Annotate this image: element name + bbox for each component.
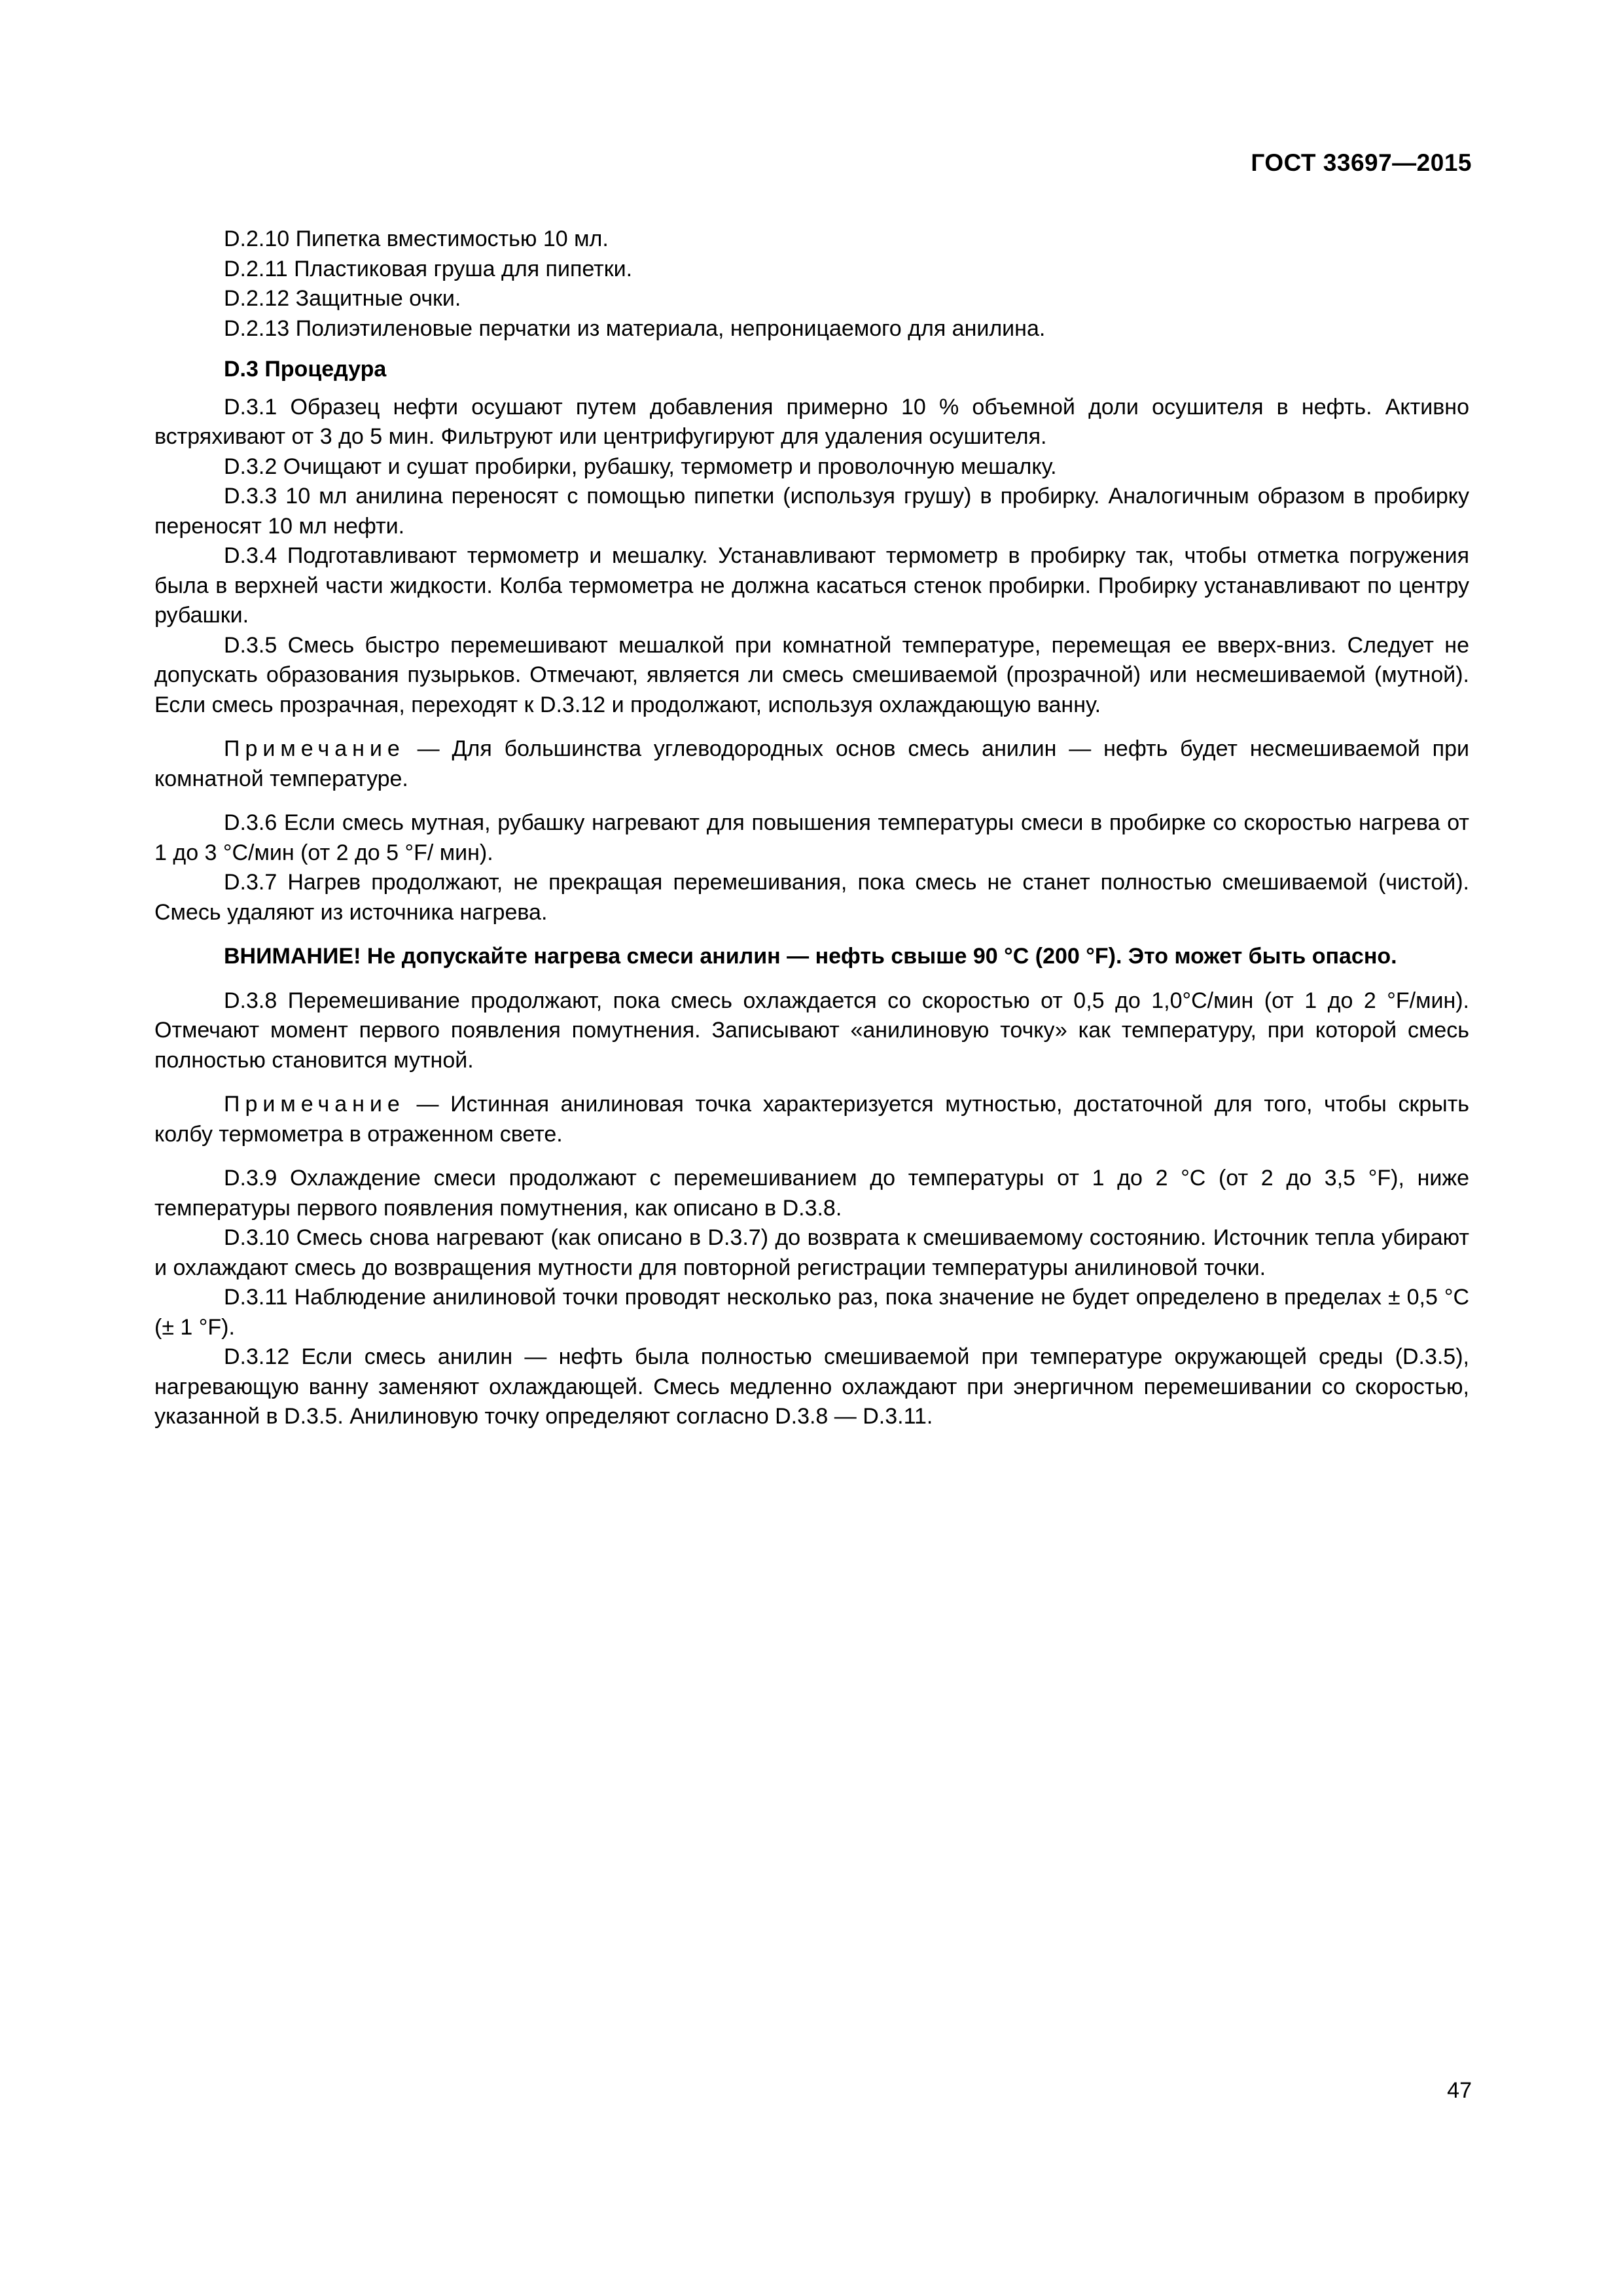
note-1	[154, 734, 1469, 794]
paragraph-d3-11: D.3.11 Наблюдение анилиновой точки проводят несколько раз, пока значение не будет определено в пределах ± 0,5 °С (± 1 °F).	[154, 1285, 1469, 1340]
paragraph-d3-10: D.3.10 Смесь снова нагревают (как описано в D.3.7) до возврата к смешиваемому состоянию. Источник тепла убирают и охлаждают смесь до возвращения мутности для повторной регистрации температуры анилиновой точки.	[154, 1225, 1469, 1280]
note-label: Примечание	[224, 736, 405, 761]
paragraph-d3-5: D.3.5 Смесь быстро перемешивают мешалкой при комнатной температуре, перемещая ее вверх-вниз. Следует не допускать образования пузырьков. Отмечают, является ли смесь смешиваемой (прозрачной) или несмешиваемой (мутной). Если смесь прозрачная, переходят к D.3.12 и продолжают, используя охлаждающую ванну.	[154, 632, 1469, 717]
warning-text: ВНИМАНИЕ! Не допускайте нагрева смеси анилин — нефть свыше 90 °С (200 °F). Это может быть опасно.	[224, 944, 1397, 969]
paragraph-d3-9: D.3.9 Охлаждение смеси продолжают с перемешиванием до температуры от 1 до 2 °С (от 2 до 3,5 °F), ниже температуры первого появления помутнения, как описано в D.3.8.	[154, 1166, 1469, 1221]
document-number-header: ГОСТ 33697—2015	[1251, 149, 1472, 176]
paragraph-d3-3: D.3.3 10 мл анилина переносят с помощью пипетки (используя грушу) в пробирку. Аналогичным образом в пробирку переносят 10 мл нефти.	[154, 484, 1469, 539]
paragraph-d3-6: D.3.6 Если смесь мутная, рубашку нагревают для повышения температуры смеси в пробирке со скоростью нагрева от 1 до 3 °С/мин (от 2 до 5 °F/ мин).	[154, 810, 1469, 865]
document-body	[154, 224, 1469, 1432]
paragraph-d3-7: D.3.7 Нагрев продолжают, не прекращая перемешивания, пока смесь не станет полностью смешиваемой (чистой). Смесь удаляют из источника нагрева.	[154, 870, 1469, 925]
paragraph-d3-8: D.3.8 Перемешивание продолжают, пока смесь охлаждается со скоростью от 0,5 до 1,0°С/мин (от 1 до 2 °F/мин). Отмечают момент первого появления помутнения. Записывают «анилиновую точку» как температуру, при которой смесь полностью становится мутной.	[154, 988, 1469, 1073]
paragraph-d3-1: D.3.1 Образец нефти осушают путем добавления примерно 10 % объемной доли осушителя в нефть. Активно встряхивают от 3 до 5 мин. Фильтруют или центрифугируют для удаления осушителя.	[154, 394, 1469, 449]
paragraph-d3-4: D.3.4 Подготавливают термометр и мешалку. Устанавливают термометр в пробирку так, чтобы отметка погружения была в верхней части жидкости. Колба термометра не должна касаться стенок пробирки. Пробирку устанавливают по центру рубашки.	[154, 543, 1469, 628]
paragraph-d3-2: D.3.2 Очищают и сушат пробирки, рубашку, термометр и проволочную мешалку.	[224, 454, 1057, 479]
list-item-d2-11: D.2.11 Пластиковая груша для пипетки.	[224, 256, 633, 281]
list-item-d2-10: D.2.10 Пипетка вместимостью 10 мл.	[224, 226, 609, 251]
note-2	[154, 1090, 1469, 1149]
note-label: Примечание	[224, 1092, 405, 1117]
page-number: 47	[1447, 2078, 1472, 2103]
section-heading-d3: D.3 Процедура	[224, 357, 387, 382]
list-item-d2-13: D.2.13 Полиэтиленовые перчатки из материала, непроницаемого для анилина.	[224, 315, 1046, 341]
note-text: — Для большинства углеводородных основ смесь анилин — нефть будет несмешиваемой при комнатной температуре.	[154, 736, 1469, 791]
note-text: — Истинная анилиновая точка характеризуется мутностью, достаточной для того, чтобы скрыть колбу термометра в отраженном свете.	[154, 1092, 1469, 1147]
paragraph-d3-12: D.3.12 Если смесь анилин — нефть была полностью смешиваемой при температуре окружающей среды (D.3.5), нагревающую ванну заменяют охлаждающей. Смесь медленно охлаждают при энергичном перемешивании со скоростью, указанной в D.3.5. Анилиновую точку определяют согласно D.3.8 — D.3.11.	[154, 1344, 1469, 1429]
list-item-d2-12: D.2.12 Защитные очки.	[224, 286, 461, 311]
